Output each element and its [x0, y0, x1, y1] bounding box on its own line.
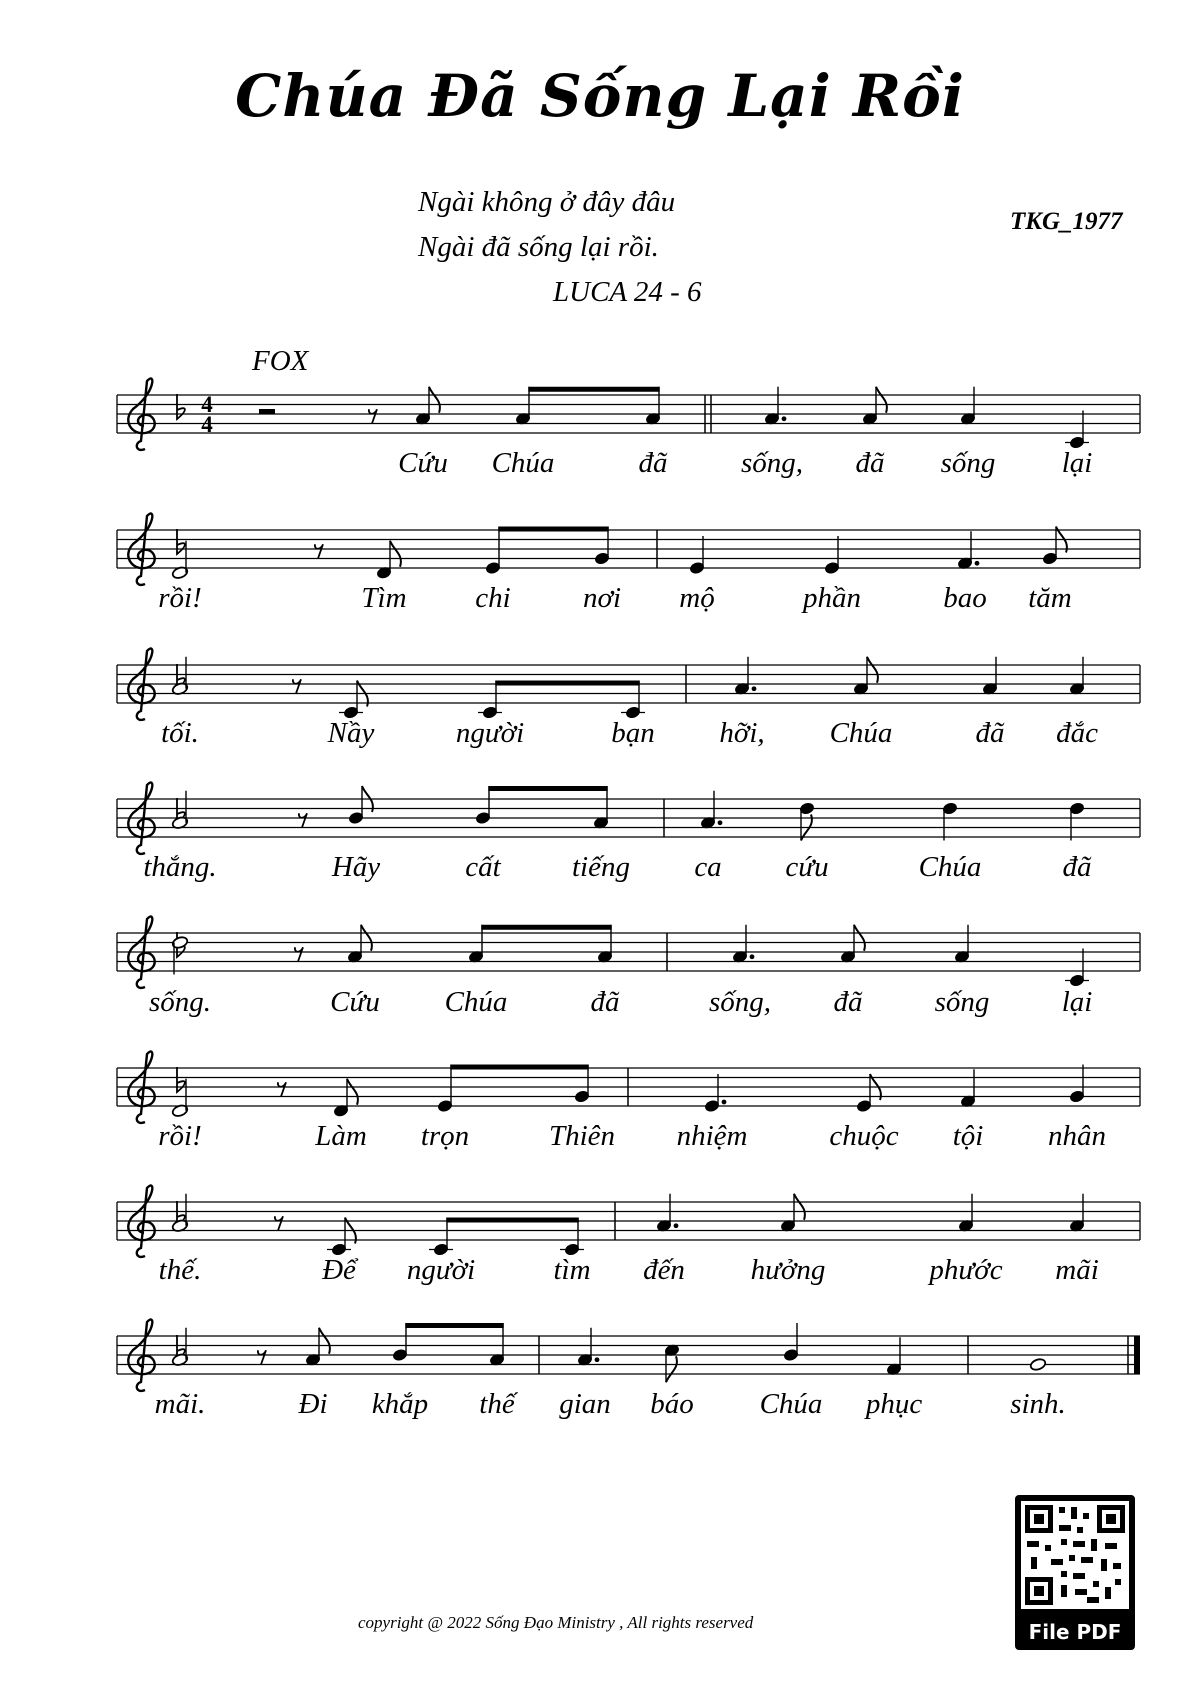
lyric-syllable: nơi	[582, 582, 622, 614]
qr-label: File PDF	[1028, 1620, 1122, 1644]
lyric-syllable: cất	[465, 851, 501, 883]
lyric-syllable: phần	[803, 582, 861, 614]
lyric-syllable: sống	[940, 447, 996, 479]
lyric-syllable: đã	[638, 447, 668, 479]
lyric-syllable: phước	[929, 1254, 1003, 1286]
note-beam	[495, 681, 639, 686]
final-barline-thick	[1134, 1336, 1140, 1374]
lyric-syllable: Để	[322, 1254, 356, 1286]
eighth-rest-icon	[315, 544, 323, 558]
note-flag	[319, 1328, 330, 1354]
lyric-syllable: cứu	[785, 851, 829, 883]
lyric-syllable: nhiệm	[676, 1120, 748, 1152]
note-head	[1029, 1357, 1046, 1371]
eighth-rest-icon	[293, 679, 301, 693]
lyric-syllable: tăm	[1028, 582, 1072, 614]
lyric-syllable: Cứu	[398, 447, 448, 479]
lyric-syllable: thế	[479, 1388, 515, 1420]
lyric-syllable: mộ	[679, 582, 715, 614]
note-flag	[794, 1194, 805, 1220]
song-title: Chúa Đã Sống Lại Rồi	[235, 62, 965, 130]
note-beam	[450, 1065, 588, 1070]
eighth-rest-icon	[258, 1350, 266, 1364]
note-beam	[481, 925, 611, 930]
flat-key-signature-icon	[177, 529, 185, 554]
lyric-syllable: phục	[865, 1388, 923, 1420]
lyric-syllable: Cứu	[330, 986, 380, 1018]
flat-key-signature-icon	[177, 394, 185, 419]
note-flag	[867, 657, 878, 683]
lyric-syllable: tội	[952, 1120, 984, 1152]
lyric-syllable: trọn	[420, 1120, 470, 1152]
lyric-syllable: thắng.	[143, 851, 217, 883]
lyric-syllable: sống	[934, 986, 990, 1018]
lyric-syllable: đã	[975, 717, 1005, 749]
lyric-syllable: Hãy	[331, 851, 381, 883]
note-beam	[405, 1323, 503, 1328]
lyric-syllable: tiếng	[572, 851, 630, 883]
tempo-marking: FOX	[252, 345, 309, 377]
lyric-syllable: đã	[855, 447, 885, 479]
lyric-syllable: sống,	[740, 447, 804, 479]
time-signature-bottom: 4	[201, 412, 213, 437]
dot	[782, 416, 787, 421]
lyric-syllable: gian	[559, 1388, 611, 1420]
lyric-syllable: Thiên	[548, 1120, 616, 1152]
eighth-rest-icon	[295, 947, 303, 961]
lyric-syllable: người	[455, 717, 525, 749]
note-flag	[361, 925, 372, 951]
lyric-syllable: sống,	[708, 986, 772, 1018]
lyric-syllable: Tìm	[361, 582, 407, 614]
lyric-syllable: chi	[475, 582, 511, 614]
lyric-syllable: tìm	[553, 1254, 591, 1286]
lyric-syllable: bao	[943, 582, 987, 614]
lyric-syllable: mãi	[1055, 1254, 1099, 1286]
lyric-syllable: thế.	[158, 1254, 202, 1286]
lyric-syllable: đắc	[1056, 717, 1098, 749]
author-tag: TKG_1977	[1010, 208, 1123, 235]
lyric-syllable: tối.	[161, 717, 199, 749]
lyric-syllable: bạn	[611, 717, 655, 749]
lyric-syllable: chuộc	[829, 1120, 899, 1152]
eighth-rest-icon	[299, 813, 307, 827]
lyric-syllable: lại	[1061, 986, 1093, 1018]
dot	[975, 561, 980, 566]
lyric-syllable: mãi.	[154, 1388, 206, 1420]
eighth-rest-icon	[275, 1216, 283, 1230]
note-flag	[390, 541, 401, 567]
dot	[718, 820, 723, 825]
note-flag	[666, 1356, 677, 1382]
lyric-syllable: khắp	[371, 1388, 429, 1420]
lyric-syllable: đã	[590, 986, 620, 1018]
qr-code-icon	[1021, 1501, 1129, 1609]
lyric-syllable: hưởng	[750, 1254, 826, 1286]
note-beam	[488, 786, 607, 791]
eighth-rest-icon	[369, 409, 377, 423]
dot	[750, 954, 755, 959]
lyric-syllable: rồi!	[158, 1120, 202, 1152]
lyric-syllable: sống.	[148, 986, 212, 1018]
lyric-syllable: người	[406, 1254, 476, 1286]
copyright-notice: copyright @ 2022 Sống Đạo Ministry , All rights reserved	[358, 1613, 754, 1632]
lyric-syllable: Nầy	[327, 717, 375, 749]
lyric-syllable: nhân	[1048, 1120, 1106, 1152]
dot	[674, 1223, 679, 1228]
lyric-syllable: rồi!	[158, 582, 202, 614]
note-flag	[429, 387, 440, 413]
dot	[595, 1357, 600, 1362]
lyric-syllable: Chúa	[829, 717, 893, 749]
lyric-syllable: Chúa	[759, 1388, 823, 1420]
lyric-syllable: Đi	[298, 1388, 328, 1420]
eighth-rest-icon	[278, 1082, 286, 1096]
lyric-syllable: hỡi,	[719, 717, 765, 749]
half-rest-icon	[259, 409, 275, 414]
lyric-syllable: sinh.	[1010, 1388, 1066, 1420]
epigraph-line-2: Ngài đã sống lại rồi.	[418, 231, 659, 263]
lyric-syllable: Chúa	[918, 851, 982, 883]
lyric-syllable: lại	[1061, 447, 1093, 479]
lyric-syllable: Làm	[315, 1120, 367, 1152]
dot	[722, 1100, 727, 1105]
epigraph-line-1: Ngài không ở đây đâu	[418, 186, 676, 218]
dot	[752, 686, 757, 691]
lyric-syllable: ca	[694, 851, 722, 883]
note-flag	[854, 925, 865, 951]
note-beam	[498, 527, 608, 532]
lyric-syllable: đến	[643, 1254, 685, 1286]
staff-system-1	[0, 355, 1200, 489]
note-flag	[347, 1079, 358, 1105]
flat-key-signature-icon	[177, 1067, 185, 1092]
lyric-syllable: Chúa	[491, 447, 555, 479]
epigraph-reference: LUCA 24 - 6	[553, 276, 702, 308]
note-beam	[446, 1218, 578, 1223]
lyric-syllable: báo	[650, 1388, 694, 1420]
qr-code-download[interactable]	[1015, 1495, 1135, 1650]
time-signature-top: 4	[201, 392, 213, 417]
lyric-syllable: đã	[833, 986, 863, 1018]
lyric-syllable: Chúa	[444, 986, 508, 1018]
lyric-syllable: đã	[1062, 851, 1092, 883]
note-beam	[528, 387, 659, 392]
note-flag	[876, 387, 887, 413]
